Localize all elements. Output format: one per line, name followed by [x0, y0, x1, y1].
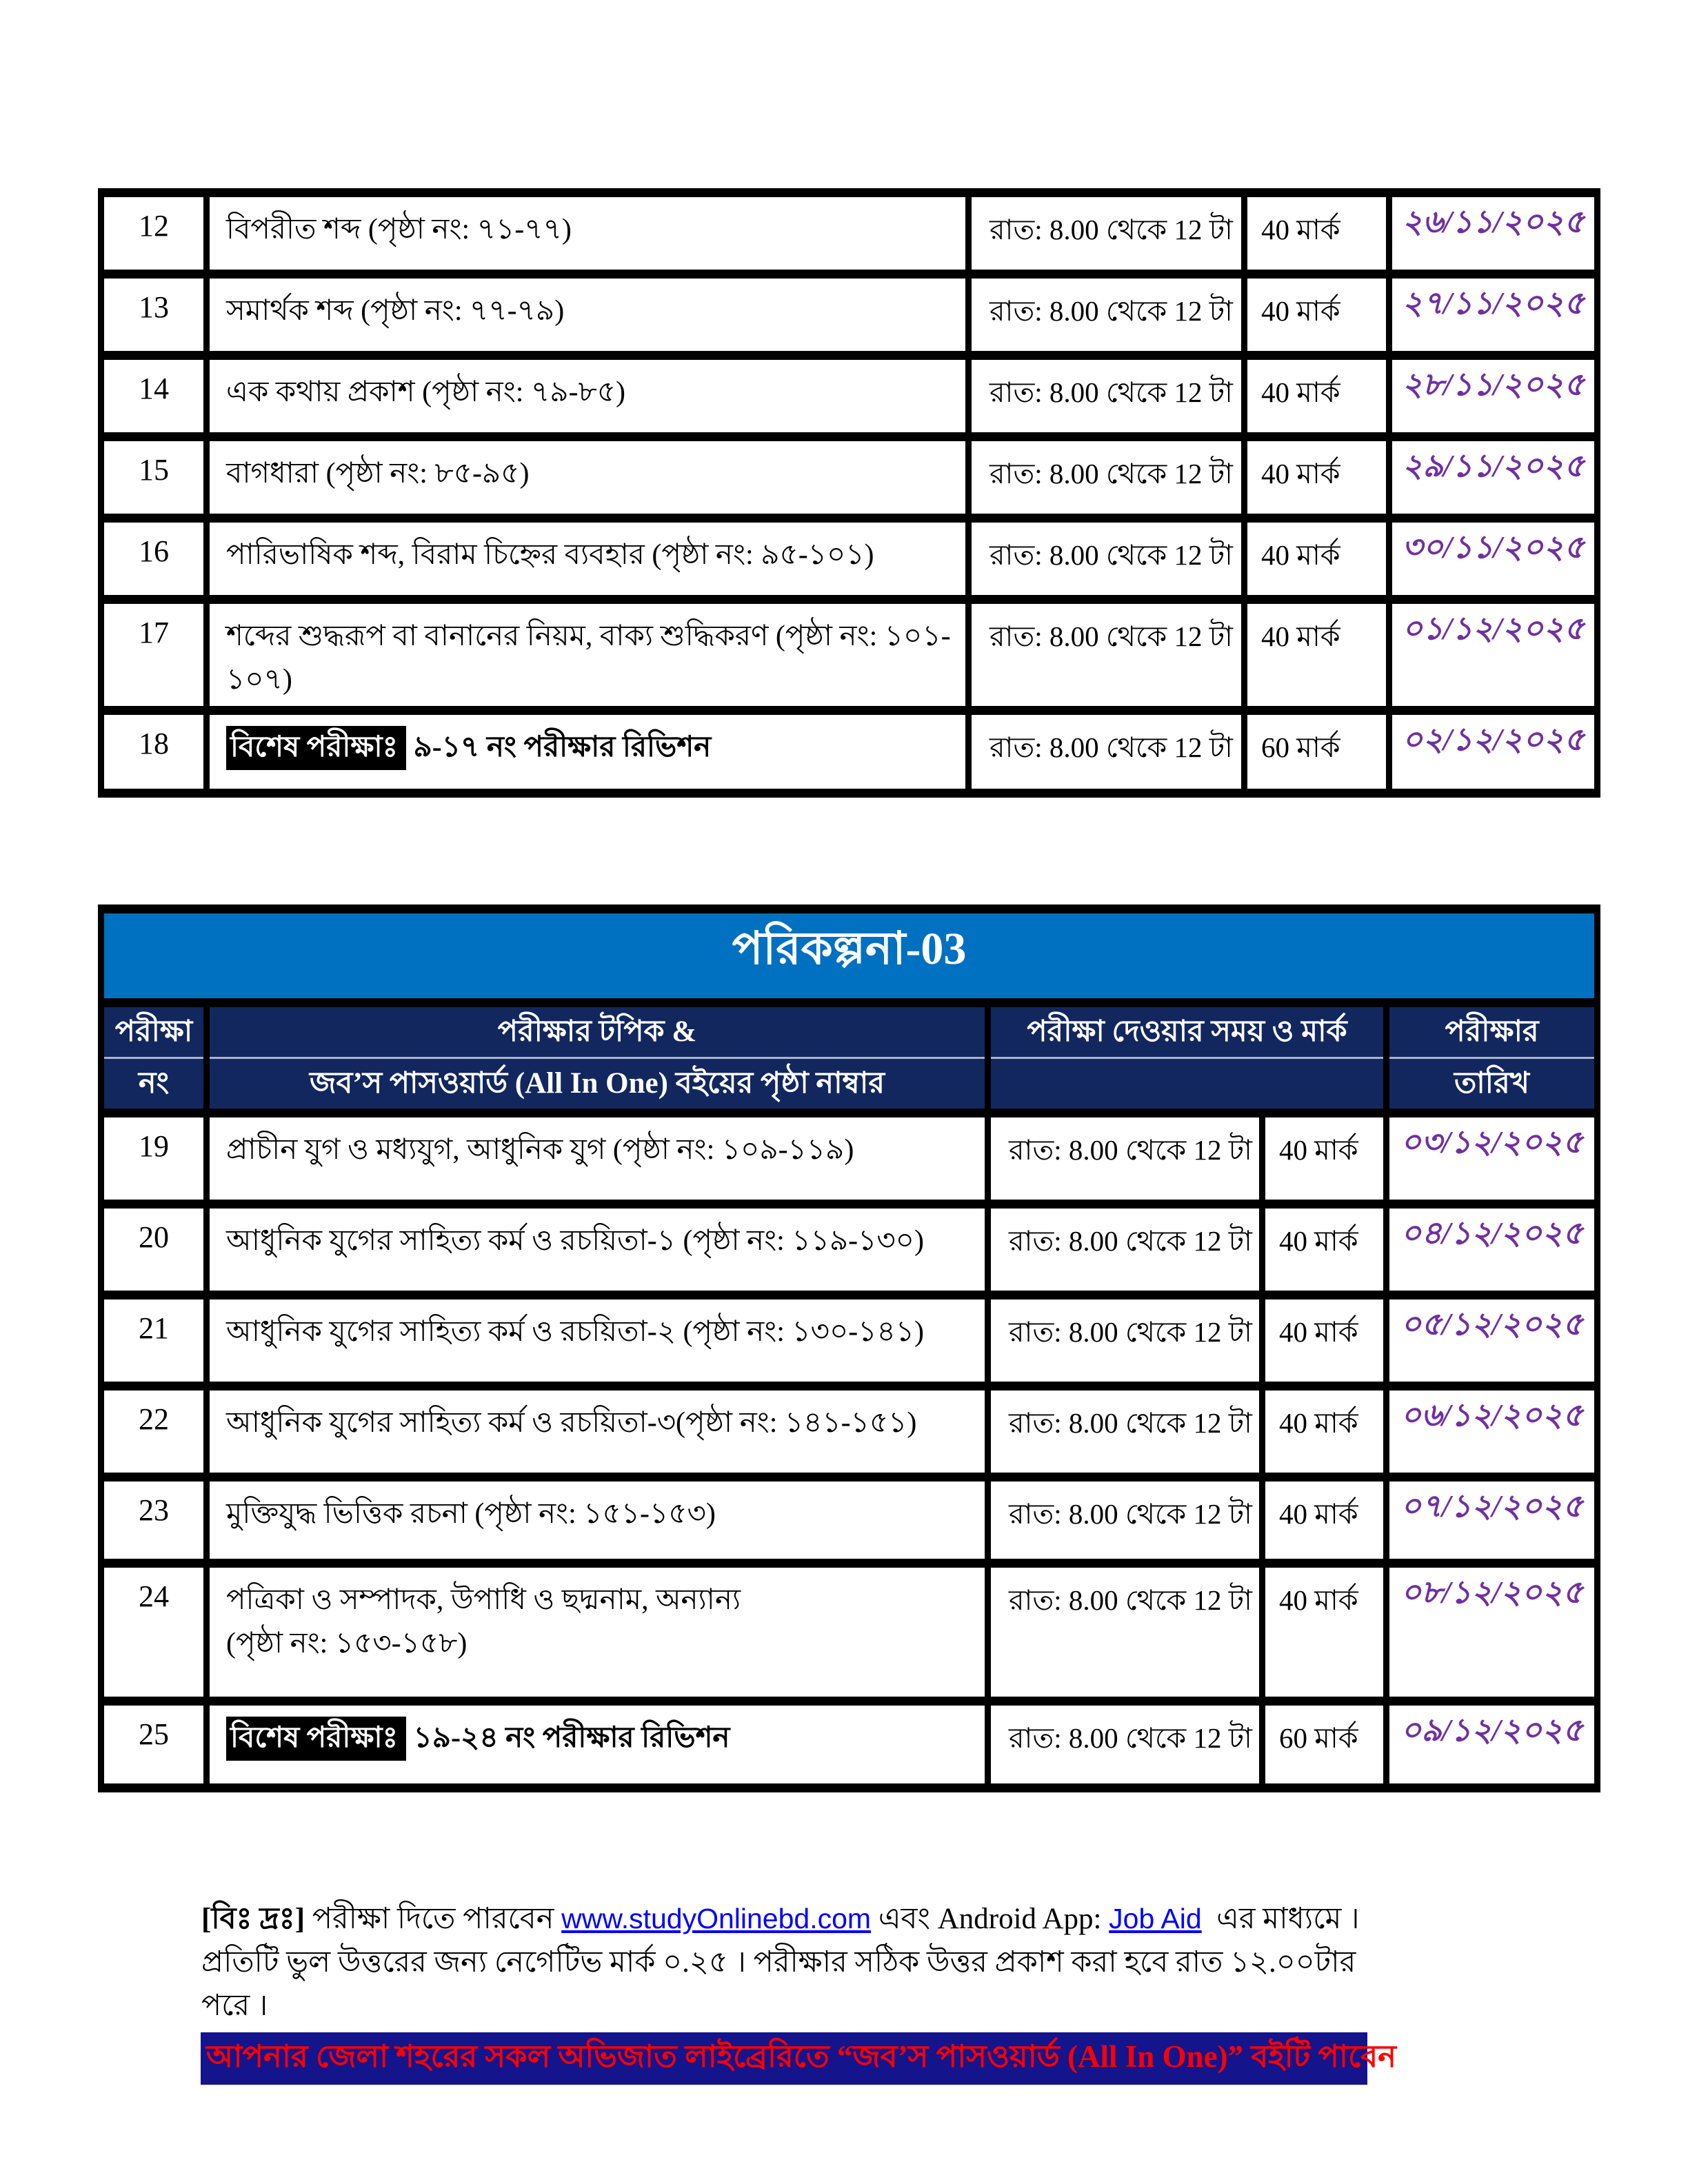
table-row — [101, 274, 1598, 356]
exam-no: 13 — [101, 274, 207, 356]
table-row — [101, 1204, 1598, 1295]
exam-marks: 40 মার্ক — [1245, 437, 1389, 518]
exam-no: 16 — [101, 518, 207, 600]
exam-date: ২৬/১১/২০২৫ — [1389, 193, 1598, 274]
exam-topic: প্রাচীন যুগ ও মধ্যযুগ, আধুনিক যুগ (পৃষ্ঠা নং: ১০৯-১১৯) — [207, 1113, 988, 1204]
exam-marks: 40 মার্ক — [1263, 1564, 1387, 1701]
header-date-line1: পরীক্ষার — [1389, 1007, 1594, 1059]
exam-topic: আধুনিক যুগের সাহিত্য কর্ম ও রচয়িতা-১ (পৃষ্ঠা নং: ১১৯-১৩০) — [207, 1204, 988, 1295]
exam-topic: আধুনিক যুগের সাহিত্য কর্ম ও রচয়িতা-২ (পৃষ্ঠা নং: ১৩০-১৪১) — [207, 1295, 988, 1386]
exam-marks: 40 মার্ক — [1263, 1477, 1387, 1564]
table-row — [101, 1477, 1598, 1564]
note-text-3: এর মাধ্যমে । — [1216, 1903, 1360, 1935]
exam-topic: বাগধারা (পৃষ্ঠা নং: ৮৫-৯৫) — [207, 437, 969, 518]
table-row — [101, 518, 1598, 600]
exam-topic: মুক্তিযুদ্ধ ভিত্তিক রচনা (পৃষ্ঠা নং: ১৫১-১৫৩) — [207, 1477, 988, 1564]
exam-time: রাত: 8.00 থেকে 12 টা — [988, 1386, 1263, 1477]
exam-marks: 40 মার্ক — [1245, 193, 1389, 274]
special-exam-badge: বিশেষ পরীক্ষাঃ — [226, 1717, 406, 1761]
exam-date: ০৩/১২/২০২৫ — [1387, 1113, 1598, 1204]
library-availability-banner — [201, 2032, 1396, 2085]
exam-topic — [207, 1701, 988, 1788]
job-aid-link[interactable]: Job Aid — [1109, 1903, 1202, 1934]
exam-topic — [207, 600, 969, 711]
exam-topic-line1: পত্রিকা ও সম্পাদক, উপাধি ও ছদ্মনাম, অন্যান্য — [226, 1584, 741, 1616]
header-exam-no-line2: নং — [138, 1067, 170, 1100]
footer-note-line3: পরে । — [201, 1990, 268, 2022]
exam-topic — [207, 1564, 988, 1701]
exam-time: রাত: 8.00 থেকে 12 টা — [969, 437, 1245, 518]
exam-marks: 40 মার্ক — [1263, 1113, 1387, 1204]
header-time-marks-line1: পরীক্ষা দেওয়ার সময় ও মার্ক — [991, 1007, 1383, 1059]
exam-marks: 40 মার্ক — [1263, 1386, 1387, 1477]
header-topic-line1: পরীক্ষার টপিক & — [210, 1007, 985, 1059]
exam-time: রাত: 8.00 থেকে 12 টা — [969, 356, 1245, 437]
exam-topic-line2: ১০৭) — [226, 664, 292, 696]
header-time-marks-line2 — [991, 1059, 1383, 1109]
exam-date: ২৯/১১/২০২৫ — [1389, 437, 1598, 518]
exam-marks: 40 মার্ক — [1245, 518, 1389, 600]
header-date — [1387, 1003, 1598, 1113]
note-label: [বিঃ দ্রঃ] — [201, 1903, 305, 1935]
exam-no: 25 — [101, 1701, 207, 1788]
exam-no: 19 — [101, 1113, 207, 1204]
exam-marks: 40 মার্ক — [1263, 1204, 1387, 1295]
exam-date: ০১/১২/২০২৫ — [1389, 600, 1598, 711]
exam-date: ০৪/১২/২০২৫ — [1387, 1204, 1598, 1295]
exam-topic-line1: শব্দের শুদ্ধরূপ বা বানানের নিয়ম, বাক্য শুদ্ধিকরণ (পৃষ্ঠা নং: ১০১- — [226, 620, 951, 652]
exam-no: 15 — [101, 437, 207, 518]
special-exam-text: ১৯-২৪ নং পরীক্ষার রিভিশন — [413, 1722, 730, 1754]
exam-marks: 40 মার্ক — [1263, 1295, 1387, 1386]
library-availability-text: আপনার জেলা শহরের সকল অভিজাত লাইব্রেরিতে “জব’স পাসওয়ার্ড (All In One)” বইটি পাবেন — [206, 2039, 1396, 2074]
exam-topic: সমার্থক শব্দ (পৃষ্ঠা নং: ৭৭-৭৯) — [207, 274, 969, 356]
note-text-2: এবং Android App: — [878, 1903, 1102, 1935]
plan-title: পরিকল্পনা-03 — [101, 909, 1598, 1003]
special-exam-badge: বিশেষ পরীক্ষাঃ — [226, 726, 406, 770]
table-row — [101, 600, 1598, 711]
header-time-marks — [988, 1003, 1387, 1113]
exam-topic-line2: (পৃষ্ঠা নং: ১৫৩-১৫৮) — [226, 1628, 468, 1659]
note-text-1: পরীক্ষা দিতে পারবেন — [312, 1903, 554, 1935]
exam-time: রাত: 8.00 থেকে 12 টা — [969, 600, 1245, 711]
exam-no: 14 — [101, 356, 207, 437]
exam-marks: 40 মার্ক — [1245, 600, 1389, 711]
table-row — [101, 356, 1598, 437]
exam-time: রাত: 8.00 থেকে 12 টা — [988, 1701, 1263, 1788]
exam-no: 12 — [101, 193, 207, 274]
exam-time: রাত: 8.00 থেকে 12 টা — [988, 1564, 1263, 1701]
exam-time: রাত: 8.00 থেকে 12 টা — [969, 193, 1245, 274]
header-topic-line2: জব’স পাসওয়ার্ড (All In One) বইয়ের পৃষ্ঠা নাম্বার — [309, 1067, 885, 1100]
plan-banner-row — [101, 909, 1598, 1003]
exam-date: ০৮/১২/২০২৫ — [1387, 1564, 1598, 1701]
exam-no: 18 — [101, 711, 207, 793]
exam-topic: পারিভাষিক শব্দ, বিরাম চিহ্নের ব্যবহার (পৃষ্ঠা নং: ৯৫-১০১) — [207, 518, 969, 600]
exam-date: ০৬/১২/২০২৫ — [1387, 1386, 1598, 1477]
exam-no: 24 — [101, 1564, 207, 1701]
exam-no: 17 — [101, 600, 207, 711]
table-row — [101, 1113, 1598, 1204]
exam-date: ২৮/১১/২০২৫ — [1389, 356, 1598, 437]
header-exam-no — [101, 1003, 207, 1113]
exam-date: ০৯/১২/২০২৫ — [1387, 1701, 1598, 1788]
exam-date: ০৫/১২/২০২৫ — [1387, 1295, 1598, 1386]
table-row — [101, 1701, 1598, 1788]
exam-no: 21 — [101, 1295, 207, 1386]
exam-no: 20 — [101, 1204, 207, 1295]
exam-marks: 40 মার্ক — [1245, 274, 1389, 356]
exam-time: রাত: 8.00 থেকে 12 টা — [969, 711, 1245, 793]
exam-time: রাত: 8.00 থেকে 12 টা — [988, 1113, 1263, 1204]
exam-date: ৩০/১১/২০২৫ — [1389, 518, 1598, 600]
exam-no: 23 — [101, 1477, 207, 1564]
exam-time: রাত: 8.00 থেকে 12 টা — [969, 274, 1245, 356]
header-exam-no-line1: পরীক্ষা — [104, 1007, 203, 1059]
table-row — [101, 711, 1598, 793]
exam-date: ০৭/১২/২০২৫ — [1387, 1477, 1598, 1564]
special-exam-text: ৯-১৭ নং পরীক্ষার রিভিশন — [413, 731, 712, 763]
exam-time: রাত: 8.00 থেকে 12 টা — [988, 1204, 1263, 1295]
exam-schedule-table-plan2 — [98, 188, 1600, 798]
exam-time: রাত: 8.00 থেকে 12 টা — [988, 1477, 1263, 1564]
exam-time: রাত: 8.00 থেকে 12 টা — [988, 1295, 1263, 1386]
exam-topic — [207, 711, 969, 793]
exam-topic: এক কথায় প্রকাশ (পৃষ্ঠা নং: ৭৯-৮৫) — [207, 356, 969, 437]
header-date-line2: তারিখ — [1454, 1067, 1529, 1100]
exam-marks: 60 মার্ক — [1263, 1701, 1387, 1788]
exam-marks: 60 মার্ক — [1245, 711, 1389, 793]
table-row — [101, 1386, 1598, 1477]
footer-note — [201, 1897, 1518, 2028]
exam-marks: 40 মার্ক — [1245, 356, 1389, 437]
exam-no: 22 — [101, 1386, 207, 1477]
footer-note-line1 — [201, 1897, 1518, 1941]
exam-date: ২৭/১১/২০২৫ — [1389, 274, 1598, 356]
footer-note-line2: প্রতিটি ভুল উত্তরের জন্য নেগেটিভ মার্ক ০.২৫ । পরীক্ষার সঠিক উত্তর প্রকাশ করা হবে রাত ১২.০০টার — [201, 1946, 1356, 1979]
exam-topic: আধুনিক যুগের সাহিত্য কর্ম ও রচয়িতা-৩(পৃষ্ঠা নং: ১৪১-১৫১) — [207, 1386, 988, 1477]
exam-topic: বিপরীত শব্দ (পৃষ্ঠা নং: ৭১-৭৭) — [207, 193, 969, 274]
table-row — [101, 437, 1598, 518]
table-row — [101, 1295, 1598, 1386]
header-topic — [207, 1003, 988, 1113]
table-row — [101, 193, 1598, 274]
exam-date: ০২/১২/২০২৫ — [1389, 711, 1598, 793]
study-online-link[interactable]: www.studyOnlinebd.com — [561, 1903, 872, 1934]
exam-schedule-table-plan3 — [98, 904, 1600, 1792]
exam-time: রাত: 8.00 থেকে 12 টা — [969, 518, 1245, 600]
table-row — [101, 1564, 1598, 1701]
table-header-row — [101, 1003, 1598, 1113]
